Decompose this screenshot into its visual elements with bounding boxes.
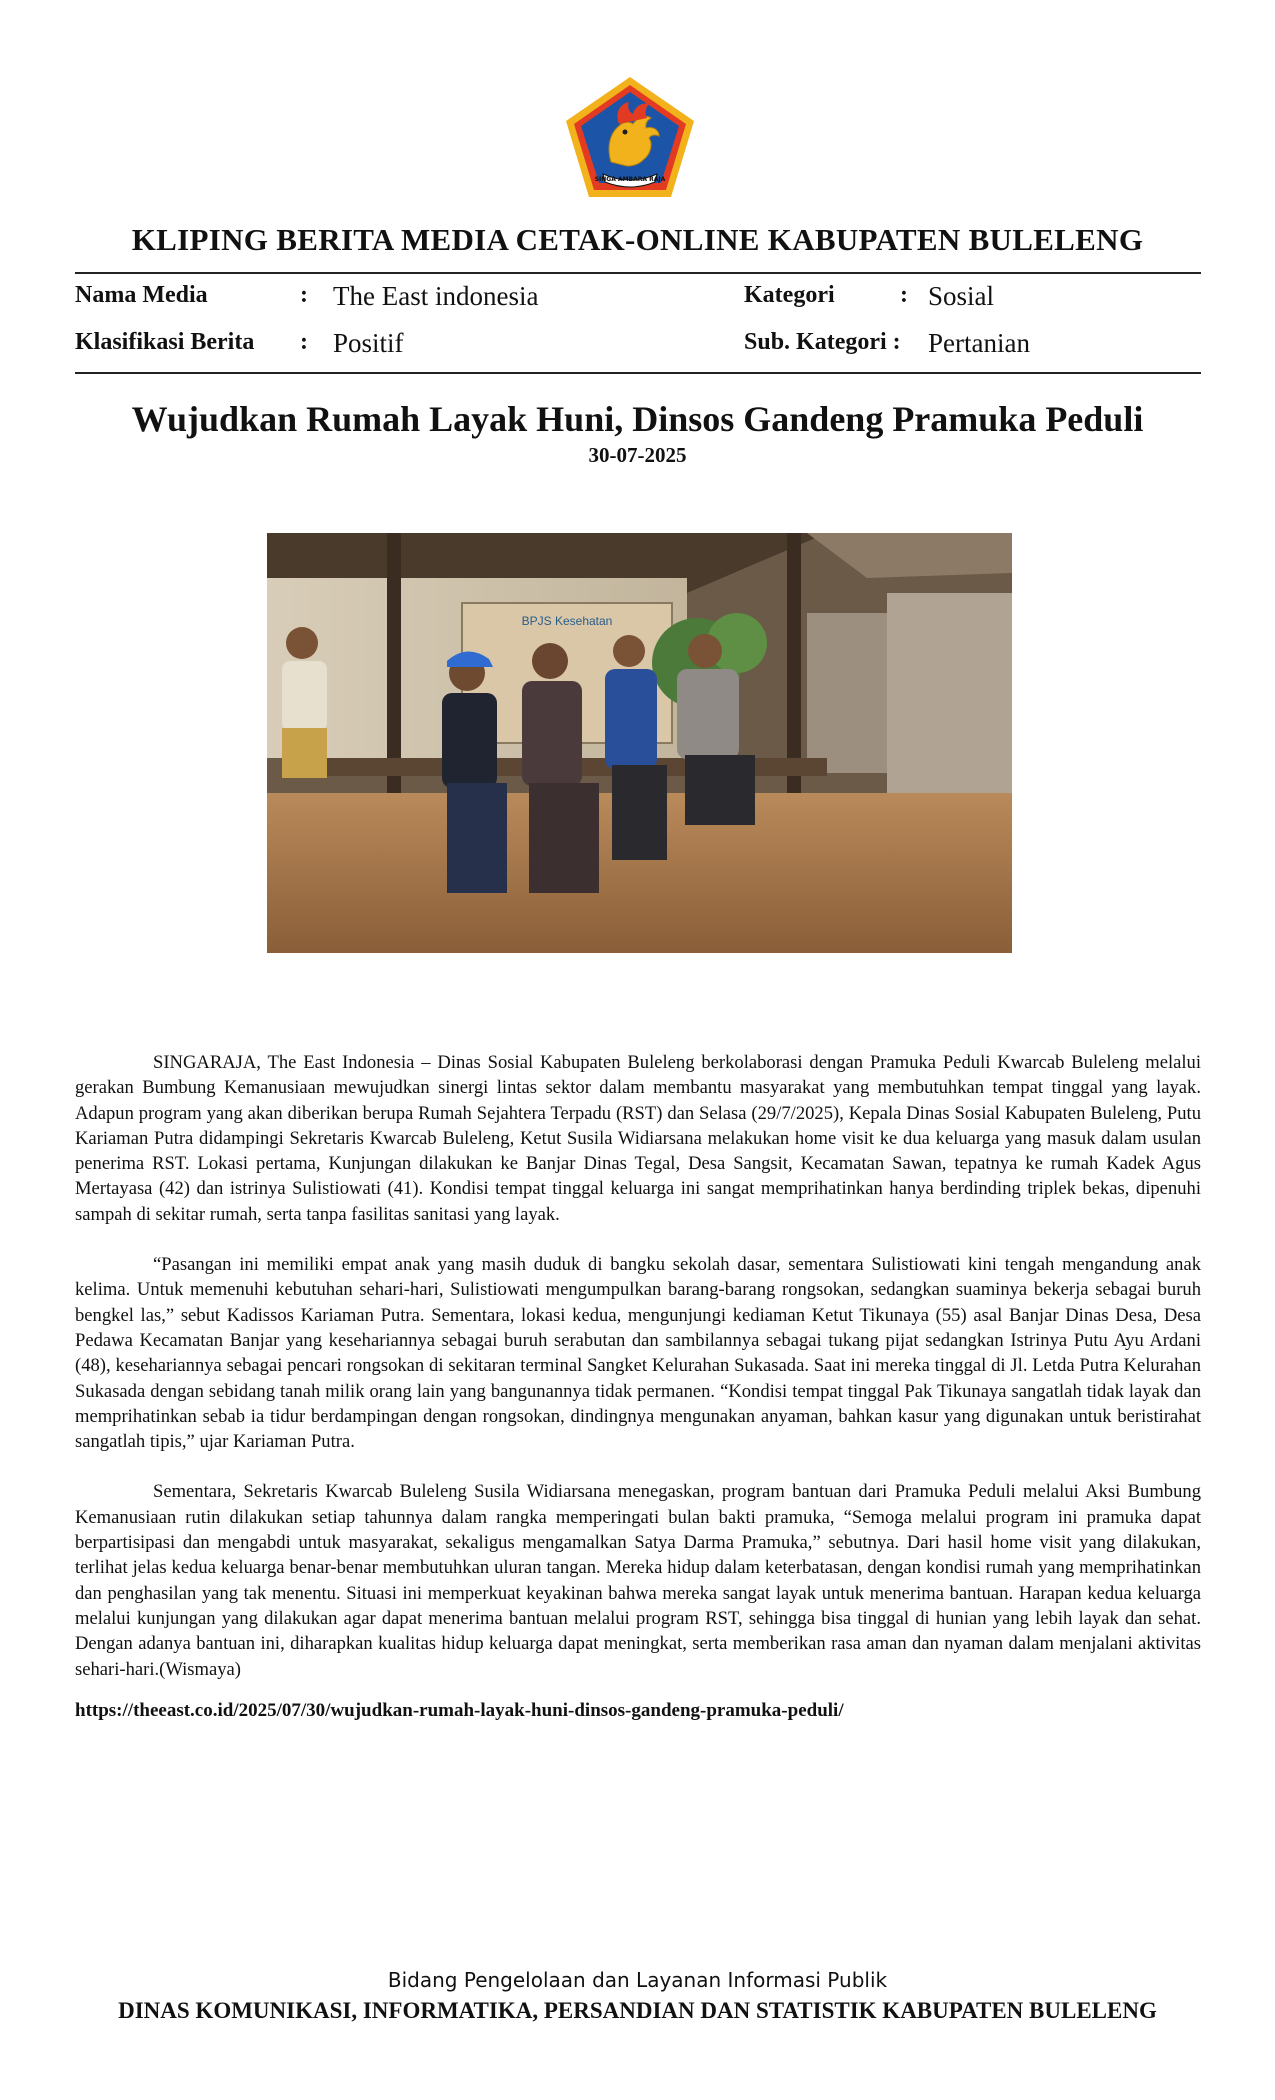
article-body	[75, 1050, 1201, 1707]
media-label: Nama Media	[75, 282, 208, 308]
top-divider	[75, 272, 1201, 274]
footer-department: Bidang Pengelolaan dan Layanan Informasi Publik	[387, 1968, 888, 1992]
bottom-divider	[75, 372, 1201, 374]
article-date: 30-07-2025	[588, 443, 687, 467]
sub-kategori-label: Sub. Kategori :	[744, 329, 901, 355]
klasifikasi-value: Positif	[333, 328, 404, 358]
source-link[interactable]: https://theeast.co.id/2025/07/30/wujudkan-rumah-layak-huni-dinsos-gandeng-pramuka-peduli/	[75, 1700, 844, 1721]
article-paragraph: “Pasangan ini memiliki empat anak yang masih duduk di bangku sekolah dasar, sementara Sulistiowati kini tengah mengandung anak kelima. Untuk memenuhi kebutuhan sehari-hari, Sulistiowati mengumpulkan barang-barang rongsokan, sedangkan suaminya bekerja sebagai buruh bengkel las,” sebut Kadissos Kariaman Putra. Sementara, lokasi kedua, mengunjungi kediaman Ketut Tikunaya (55) asal Banjar Dinas Desa, Desa Pedawa Kecamatan Banjar yang kesehariannya sebagai buruh serabutan dan sambilannya sebagai tukang pijat sedangkan Istrinya Putu Ayu Ardani (48), kesehariannya sebagai pencari rongsokan di sekitaran terminal Sangket Kelurahan Sukasada. Saat ini mereka tinggal di Jl. Letda Putra Kelurahan Sukasada dengan sebidang tanah milik orang lain yang bangunannya tidak permanen. “Kondisi tempat tinggal Pak Tikunaya sangatlah tidak layak dan memprihatinkan sebab ia tidur berdampingan dengan rongsokan, dindingnya mengunakan anyaman, bahkan kasur yang digunakan untuk beristirahat sangatlah tipis,” ujar Kariaman Putra.	[75, 1254, 1201, 1453]
article-paragraph: SINGARAJA, The East Indonesia – Dinas Sosial Kabupaten Buleleng berkolaborasi dengan Pramuka Peduli Kwarcab Buleleng melalui gerakan Bumbung Kemanusiaan mewujudkan sinergi lintas sektor dalam membantu masyarakat yang membutuhkan tempat tinggal yang layak. Adapun program yang akan diberikan berupa Rumah Sejahtera Terpadu (RST) dan Selasa (29/7/2025), Kepala Dinas Sosial Kabupaten Buleleng, Putu Kariaman Putra didampingi Sekretaris Kwarcab Buleleng, Ketut Susila Widiarsana melakukan home visit ke dua keluarga yang masuk dalam usulan penerima RST. Lokasi pertama, Kunjungan dilakukan ke Banjar Dinas Tegal, Desa Sangsit, Kecamatan Sawan, tepatnya ke rumah Kadek Agus Mertayasa (42) dan istrinya Sulistiowati (41). Kondisi tempat tinggal keluarga ini sangat memprihatinkan hanya berdinding triplek bekas, dipenuhi sampah di sekitar rumah, serta tanpa fasilitas sanitasi yang layak.	[75, 1052, 1201, 1225]
media-colon: :	[300, 282, 308, 308]
singa-ambara-raja-emblem-icon	[563, 74, 697, 200]
kategori-label: Kategori	[744, 282, 835, 308]
news-photo	[267, 533, 1012, 953]
kategori-colon: :	[900, 282, 908, 308]
media-value: The East indonesia	[333, 281, 539, 311]
klasifikasi-colon: :	[300, 329, 308, 355]
logo-text: SINGA AMBARA RAJA	[594, 176, 666, 183]
sub-kategori-value: Pertanian	[928, 328, 1030, 358]
kliping-title: KLIPING BERITA MEDIA CETAK-ONLINE KABUPATEN BULELENG	[131, 222, 1144, 257]
article-title: Wujudkan Rumah Layak Huni, Dinsos Gandeng Pramuka Peduli	[131, 399, 1144, 439]
photo-banner-text: BPJS Kesehatan	[521, 614, 613, 628]
article-paragraph: Sementara, Sekretaris Kwarcab Buleleng Susila Widiarsana menegaskan, program bantuan dari Pramuka Peduli melalui Aksi Bumbung Kemanusiaan rutin dilakukan setiap tahunnya dalam rangka memperingati bulan bakti pramuka, “Semoga melalui program ini pramuka dapat berpartisipasi dan mengabdi untuk masyarakat, sekaligus mengamalkan Satya Darma Pramuka,” sebutnya. Dari hasil home visit yang dilakukan, terlihat jelas kedua keluarga benar-benar membutuhkan uluran tangan. Mereka hidup dalam keterbatasan, dengan kondisi rumah yang memprihatinkan dan penghasilan yang tak menentu. Situasi ini memperkuat keyakinan bahwa mereka sangat layak untuk menerima bantuan. Harapan kedua keluarga melalui kunjungan yang dilakukan agar dapat menerima bantuan melalui program RST, sehingga bisa tinggal di hunian yang lebih layak dan sehat. Dengan adanya bantuan ini, diharapkan kualitas hidup keluarga dapat meningkat, serta memberikan rasa aman dan nyaman dalam menjalani aktivitas sehari-hari.(Wismaya)	[75, 1481, 1201, 1680]
kategori-value: Sosial	[928, 281, 995, 311]
footer-agency: DINAS KOMUNIKASI, INFORMATIKA, PERSANDIAN DAN STATISTIK KABUPATEN BULELENG	[118, 1998, 1157, 2023]
klasifikasi-label: Klasifikasi Berita	[75, 329, 255, 355]
